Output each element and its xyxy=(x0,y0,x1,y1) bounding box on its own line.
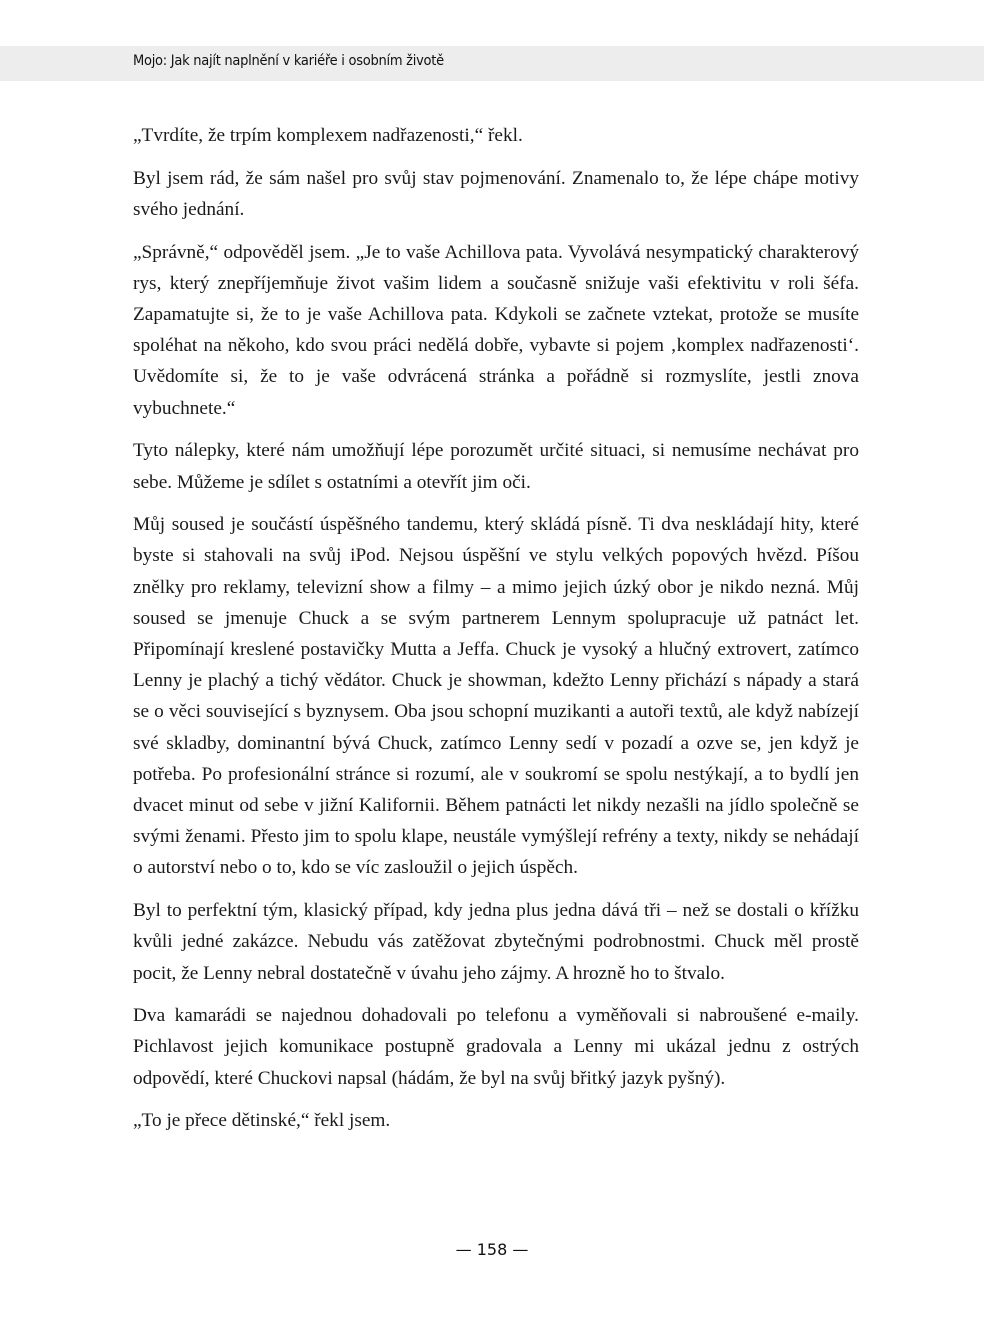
paragraph: Můj soused je součástí úspěšného tandemu, který skládá písně. Ti dva neskládají hity, které byste si stahovali na svůj iPod. Nejsou úspěšní ve stylu velkých popových hvězd. Píšou znělky pro reklamy, televizní show a filmy – a mimo jejich úzký obor je nikdo nezná. Můj soused se jmenuje Chuck a se svým partnerem Lennym spolupracuje už patnáct let. Připomínají kreslené postavičky Mutta a Jeffa. Chuck je vysoký a hlučný extrovert, zatímco Lenny je plachý a tichý vědátor. Chuck je showman, kdežto Lenny přichází s nápady a stará se o věci související s byznysem. Oba jsou schopní muzikanti a autoři textů, ale když nabízejí své skladby, dominantní bývá Chuck, zatímco Lenny sedí v pozadí a ozve se, jen když je potřeba. Po profesionální stránce si rozumí, ale v soukromí se spolu nestýkají, a to bydlí jen dvacet minut od sebe v jižní Kalifornii. Během patnácti let nikdy nezašli na jídlo společně se svými ženami. Přesto jim to spolu klape, neustále vymýšlejí refrény a texty, nikdy se nehádají o autorství nebo o to, kdo se víc zasloužil o jejich úspěch. xyxy=(133,514,859,879)
paragraph: Dva kamarádi se najednou dohadovali po telefonu a vyměňovali si nabroušené e-maily. Pichlavost jejich komunikace postupně gradovala a Lenny mi ukázal jednu z ostrých odpovědí, které Chuckovi napsal (hádám, že byl na svůj břitký jazyk pyšný). xyxy=(133,1005,859,1089)
running-header xyxy=(0,46,984,81)
paragraph: Byl jsem rád, že sám našel pro svůj stav pojmenování. Znamenalo to, že lépe chápe motivy svého jednání. xyxy=(133,167,859,220)
page-number: — 158 — xyxy=(455,1240,529,1259)
paragraph: „Tvrdíte, že trpím komplexem nadřazenosti,“ řekl. xyxy=(133,125,523,146)
paragraph: Tyto nálepky, které nám umožňují lépe porozumět určité situaci, si nemusíme nechávat pro sebe. Můžeme je sdílet s ostatními a otevřít jim oči. xyxy=(133,440,859,493)
book-title: Mojo: Jak najít naplnění v kariéře i osobním životě xyxy=(133,53,444,69)
paragraph: Byl to perfektní tým, klasický případ, kdy jedna plus jedna dává tři – než se dostali o křížku kvůli jedné zakázce. Nebudu vás zatěžovat zbytečnými podrobnostmi. Chuck měl prostě pocit, že Lenny nebral dostatečně v úvahu jeho zájmy. A hrozně ho to štvalo. xyxy=(133,900,859,984)
page-body xyxy=(133,120,859,1148)
paragraph: „To je přece dětinské,“ řekl jsem. xyxy=(133,1110,391,1132)
paragraph: „Správně,“ odpověděl jsem. „Je to vaše Achillova pata. Vyvolává nesympatický charakterový rys, který znepříjemňuje život vašim lidem a současně snižuje vaši efektivitu v roli šéfa. Zapamatujte si, že to je vaše Achillova pata. Kdykoli se začnete vztekat, protože se musíte spoléhat na někoho, kdo svou práci nedělá dobře, vybavte si pojem ‚komplex nadřazenosti‘. Uvědomíte si, že to je vaše odvrácená stránka a pořádně si rozmyslíte, jestli znova vybuchnete.“ xyxy=(133,241,859,419)
